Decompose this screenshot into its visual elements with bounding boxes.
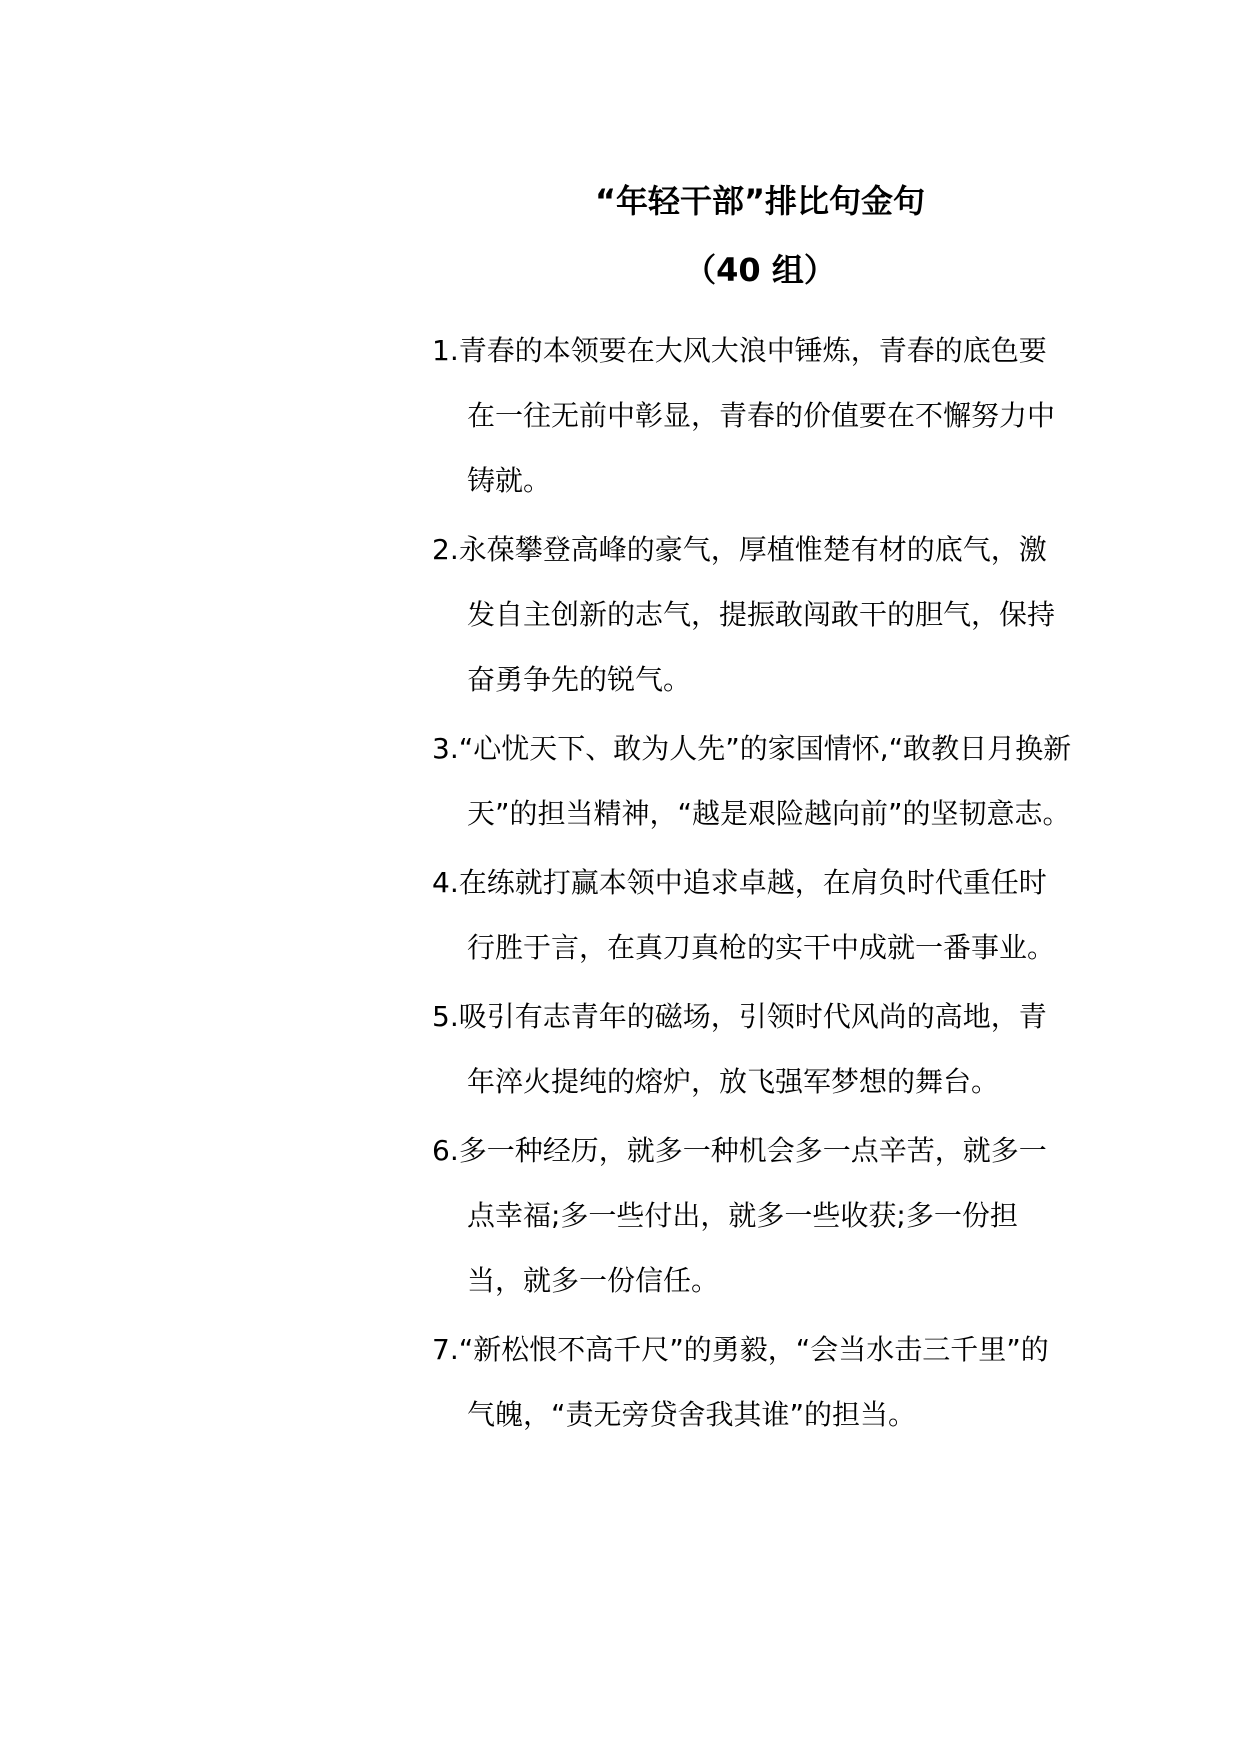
- list-item: 7.“新松恨不高千尺”的勇毅，“会当水击三千里”的气魄，“责无旁贷舍我其谁”的担当。: [432, 1333, 1049, 1431]
- list-item: 6.多一种经历，就多一种机会多一点辛苦，就多一点幸福;多一些付出，就多一些收获;多一份担当，就多一份信任。: [432, 1134, 1047, 1297]
- list-item: 4.在练就打赢本领中追求卓越，在肩负时代重任时行胜于言，在真刀真枪的实干中成就一番事业。: [432, 866, 1056, 964]
- document-title: “年轻干部”排比句金句: [594, 182, 926, 220]
- sentence-list: [432, 318, 1072, 1451]
- list-item: 2.永葆攀登高峰的豪气，厚植惟楚有材的底气，激发自主创新的志气，提振敢闯敢干的胆气，保持奋勇争先的锐气。: [432, 533, 1056, 696]
- list-item: 5.吸引有志青年的磁场，引领时代风尚的高地，青年淬火提纯的熔炉，放飞强军梦想的舞台。: [432, 1000, 1047, 1098]
- list-item: 3.“心忧天下、敢为人先”的家国情怀,“敢教日月换新天”的担当精神，“越是艰险越向前”的坚韧意志。: [432, 732, 1072, 830]
- document-subtitle: （40 组）: [684, 251, 836, 289]
- list-item: 1.青春的本领要在大风大浪中锤炼，青春的底色要在一往无前中彰显，青春的价值要在不懈努力中铸就。: [432, 334, 1056, 497]
